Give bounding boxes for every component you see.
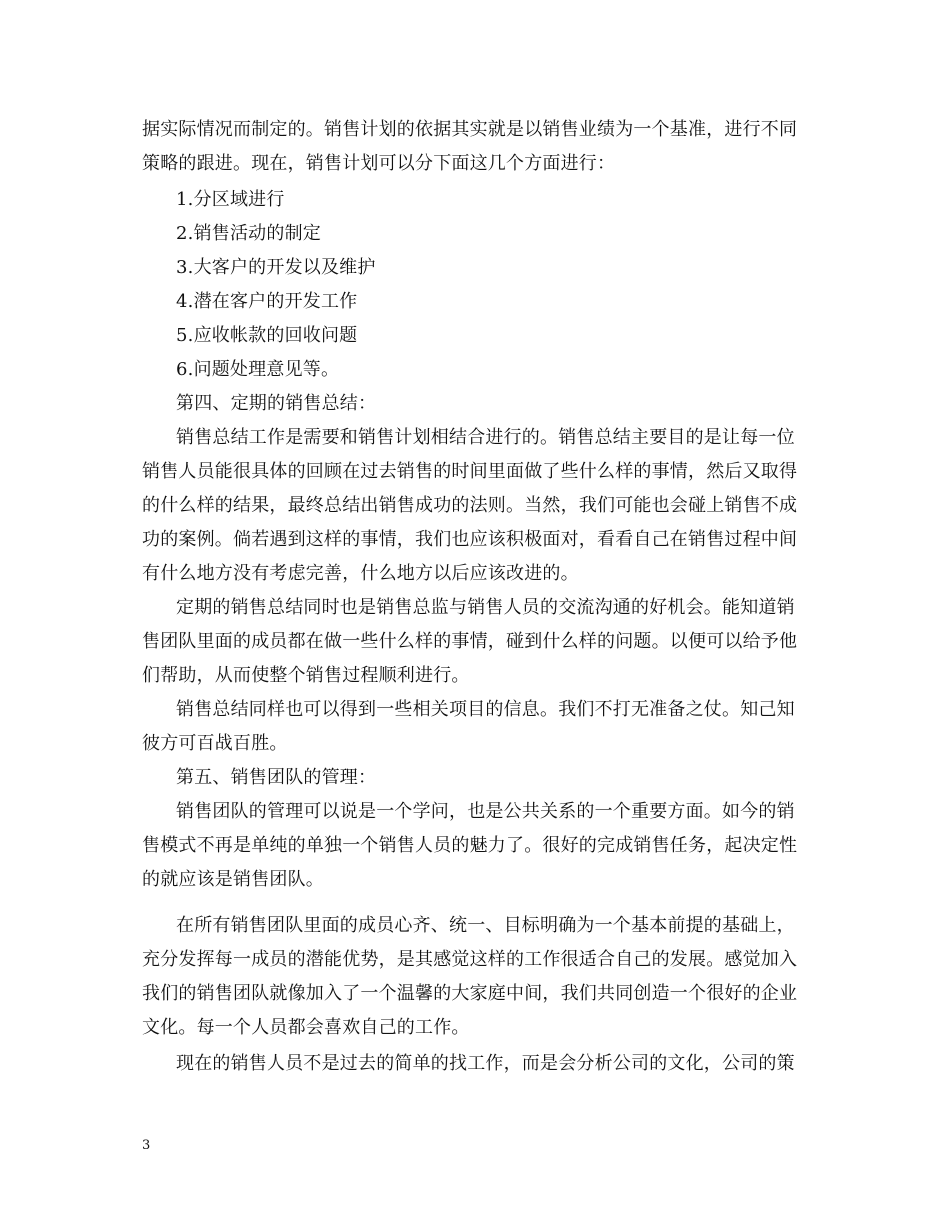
- text-line-19: 彼方可百战百胜。: [142, 733, 288, 754]
- text-line-18: 销售总结同样也可以得到一些相关项目的信息。我们不打无准备之仗。知己知: [176, 699, 795, 720]
- text-line-28: 现在的销售人员不是过去的简单的找工作，而是会分析公司的文化，公司的策: [176, 1053, 795, 1074]
- text-line-22: 售模式不再是单纯的单独一个销售人员的魅力了。很好的完成销售任务，起决定性: [142, 835, 798, 856]
- text-line-17: 们帮助，从而使整个销售过程顺利进行。: [142, 665, 470, 686]
- list-item-1: 1.分区域进行: [176, 189, 285, 210]
- text-line-27: 文化。每一个人员都会喜欢自己的工作。: [142, 1017, 470, 1038]
- text-line-16: 售团队里面的成员都在做一些什么样的事情，碰到什么样的问题。以便可以给予他: [142, 631, 798, 652]
- text-line-12: 的什么样的结果，最终总结出销售成功的法则。当然，我们可能也会碰上销售不成: [142, 495, 798, 516]
- list-item-4: 4.潜在客户的开发工作: [176, 291, 358, 312]
- text-line-1: 据实际情况而制定的。销售计划的依据其实就是以销售业绩为一个基准，进行不同: [142, 119, 798, 140]
- text-line-26: 我们的销售团队就像加入了一个温馨的大家庭中间，我们共同创造一个很好的企业: [142, 983, 798, 1004]
- text-line-11: 销售人员能很具体的回顾在过去销售的时间里面做了些什么样的事情，然后又取得: [142, 461, 798, 482]
- text-line-2: 策略的跟进。现在，销售计划可以分下面这几个方面进行：: [142, 153, 616, 174]
- section-heading-5: 第五、销售团队的管理：: [176, 767, 377, 788]
- text-line-10: 销售总结工作是需要和销售计划相结合进行的。销售总结主要目的是让每一位: [176, 427, 795, 448]
- text-line-24: 在所有销售团队里面的成员心齐、统一、目标明确为一个基本前提的基础上，: [176, 915, 795, 936]
- section-heading-4: 第四、定期的销售总结：: [176, 393, 377, 414]
- list-item-2: 2.销售活动的制定: [176, 223, 321, 244]
- list-item-5: 5.应收帐款的回收问题: [176, 325, 358, 346]
- text-line-14: 有什么地方没有考虑完善，什么地方以后应该改进的。: [142, 563, 579, 584]
- text-line-13: 功的案例。倘若遇到这样的事情，我们也应该积极面对，看看自己在销售过程中间: [142, 529, 798, 550]
- text-line-23: 的就应该是销售团队。: [142, 869, 324, 890]
- page-number: 3: [142, 1138, 151, 1153]
- text-line-15: 定期的销售总结同时也是销售总监与销售人员的交流沟通的好机会。能知道销: [176, 597, 795, 618]
- list-item-3: 3.大客户的开发以及维护: [176, 257, 376, 278]
- text-line-25: 充分发挥每一成员的潜能优势，是其感觉这样的工作很适合自己的发展。感觉加入: [142, 949, 798, 970]
- list-item-6: 6.问题处理意见等。: [176, 359, 340, 380]
- text-line-21: 销售团队的管理可以说是一个学问，也是公共关系的一个重要方面。如今的销: [176, 801, 795, 822]
